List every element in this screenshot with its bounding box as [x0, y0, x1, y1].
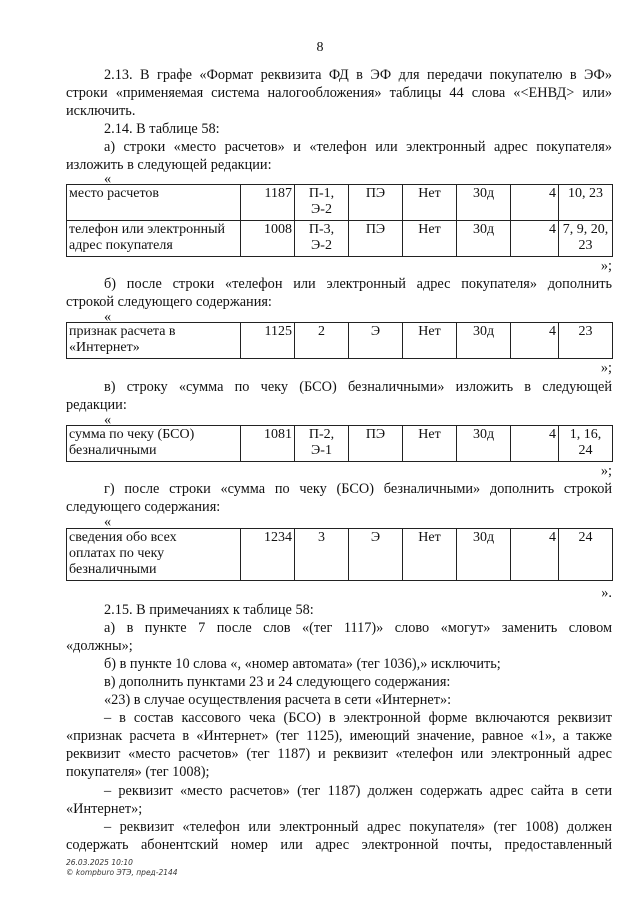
dash2-line-1: – реквизит «место расчетов» (тег 1187) должен содержать адрес сайта в сети [104, 783, 612, 799]
dash3-line-2: содержать абонентский номер или адрес электронной почты, предоставленный [66, 837, 612, 853]
a-line-2: изложить в следующей редакции: [66, 157, 272, 173]
cell-version: 4 [511, 323, 559, 359]
cell-type: ПЭ [349, 185, 403, 221]
table-row [67, 323, 613, 359]
open-quote-a: « [104, 171, 112, 187]
cell-notes: 7, 9, 20, 23 [559, 221, 613, 257]
open-quote-b: « [104, 309, 112, 325]
table-v [66, 425, 613, 462]
p213-line-1: 2.13. В графе «Формат реквизита ФД в ЭФ для передачи покупателю в ЭФ» [104, 67, 612, 83]
g-line-1: г) после строки «сумма по чеку (БСО) безналичными» дополнить строкой [104, 481, 612, 497]
cell-name: сумма по чеку (БСО) безналичными [67, 426, 241, 462]
table-row [67, 185, 613, 221]
cell-tag: 1008 [241, 221, 295, 257]
p215-title: 2.15. В примечаниях к таблице 58: [104, 602, 314, 618]
cell-length: 30д [457, 185, 511, 221]
open-quote-v: « [104, 412, 112, 428]
cell-length: 30д [457, 529, 511, 581]
table-row [67, 529, 613, 581]
cell-tag: 1081 [241, 426, 295, 462]
table-g [66, 528, 613, 581]
p215-a-line-2: «должны»; [66, 638, 133, 654]
dash1-line-1: – в состав кассового чека (БСО) в электронной форме включаются реквизит [104, 710, 612, 726]
dash1-line-2: «признак расчета в «Интернет» (тег 1125), имеющий значение, равное «1», а также [66, 728, 612, 744]
table-a [66, 184, 613, 257]
b-line-1: б) после строки «телефон или электронный адрес покупателя» дополнить [104, 276, 612, 292]
cell-type: Э [349, 323, 403, 359]
b-line-2: строкой следующего содержания: [66, 294, 272, 310]
p215-a-line-1: а) в пункте 7 после слов «(тег 1117)» слово «могут» заменить словом [104, 620, 612, 636]
g-line-2: следующего содержания: [66, 499, 221, 515]
p214-title: 2.14. В таблице 58: [104, 121, 220, 137]
cell-type: ПЭ [349, 221, 403, 257]
cell-flag: Нет [403, 426, 457, 462]
cell-notes: 23 [559, 323, 613, 359]
cell-format: П-3, Э-2 [295, 221, 349, 257]
cell-flag: Нет [403, 323, 457, 359]
table-b [66, 322, 613, 359]
close-quote-a: »; [600, 258, 612, 274]
footer-docref: © kompburo ЭТЭ, пред-2144 [66, 868, 178, 877]
p215-b: б) в пункте 10 слова «, «номер автомата» (тег 1036),» исключить; [104, 656, 501, 672]
cell-notes: 10, 23 [559, 185, 613, 221]
cell-name: признак расчета в «Интернет» [67, 323, 241, 359]
v-line-1: в) строку «сумма по чеку (БСО) безналичными» изложить в следующей [104, 379, 612, 395]
close-quote-v: »; [600, 463, 612, 479]
cell-flag: Нет [403, 221, 457, 257]
a-line-1: а) строки «место расчетов» и «телефон или электронный адрес покупателя» [104, 139, 612, 155]
cell-name: место расчетов [67, 185, 241, 221]
table-row [67, 221, 613, 257]
dash1-line-4: покупателя» (тег 1008); [66, 764, 210, 780]
cell-type: ПЭ [349, 426, 403, 462]
dash1-line-3: реквизит «место расчетов» (тег 1187) и реквизит «телефон или электронный адрес [66, 746, 612, 762]
dash2-line-2: «Интернет»; [66, 801, 143, 817]
item-23: «23) в случае осуществления расчета в сети «Интернет»: [104, 692, 452, 708]
cell-format: 3 [295, 529, 349, 581]
cell-tag: 1234 [241, 529, 295, 581]
close-quote-g: ». [601, 585, 612, 601]
cell-version: 4 [511, 426, 559, 462]
cell-name: телефон или электронный адрес покупателя [67, 221, 241, 257]
close-quote-b: »; [600, 360, 612, 376]
p215-v: в) дополнить пунктами 23 и 24 следующего содержания: [104, 674, 451, 690]
cell-version: 4 [511, 221, 559, 257]
table-row [67, 426, 613, 462]
cell-format: П-1, Э-2 [295, 185, 349, 221]
cell-name: сведения обо всех оплатах по чеку безналичными [67, 529, 241, 581]
cell-format: П-2, Э-1 [295, 426, 349, 462]
cell-flag: Нет [403, 185, 457, 221]
cell-version: 4 [511, 185, 559, 221]
v-line-2: редакции: [66, 397, 127, 413]
cell-length: 30д [457, 323, 511, 359]
cell-type: Э [349, 529, 403, 581]
dash3-line-1: – реквизит «телефон или электронный адрес покупателя» (тег 1008) должен [104, 819, 612, 835]
cell-tag: 1187 [241, 185, 295, 221]
cell-flag: Нет [403, 529, 457, 581]
p213-line-3: исключить. [66, 103, 136, 119]
cell-version: 4 [511, 529, 559, 581]
page-number: 8 [316, 40, 324, 55]
cell-length: 30д [457, 426, 511, 462]
cell-length: 30д [457, 221, 511, 257]
open-quote-g: « [104, 514, 112, 530]
cell-format: 2 [295, 323, 349, 359]
cell-notes: 24 [559, 529, 613, 581]
cell-notes: 1, 16, 24 [559, 426, 613, 462]
p213-line-2: строки «применяемая система налогообложения» таблицы 44 слова «<ЕНВД> или» [66, 85, 612, 101]
footer-timestamp: 26.03.2025 10:10 [66, 858, 133, 867]
cell-tag: 1125 [241, 323, 295, 359]
